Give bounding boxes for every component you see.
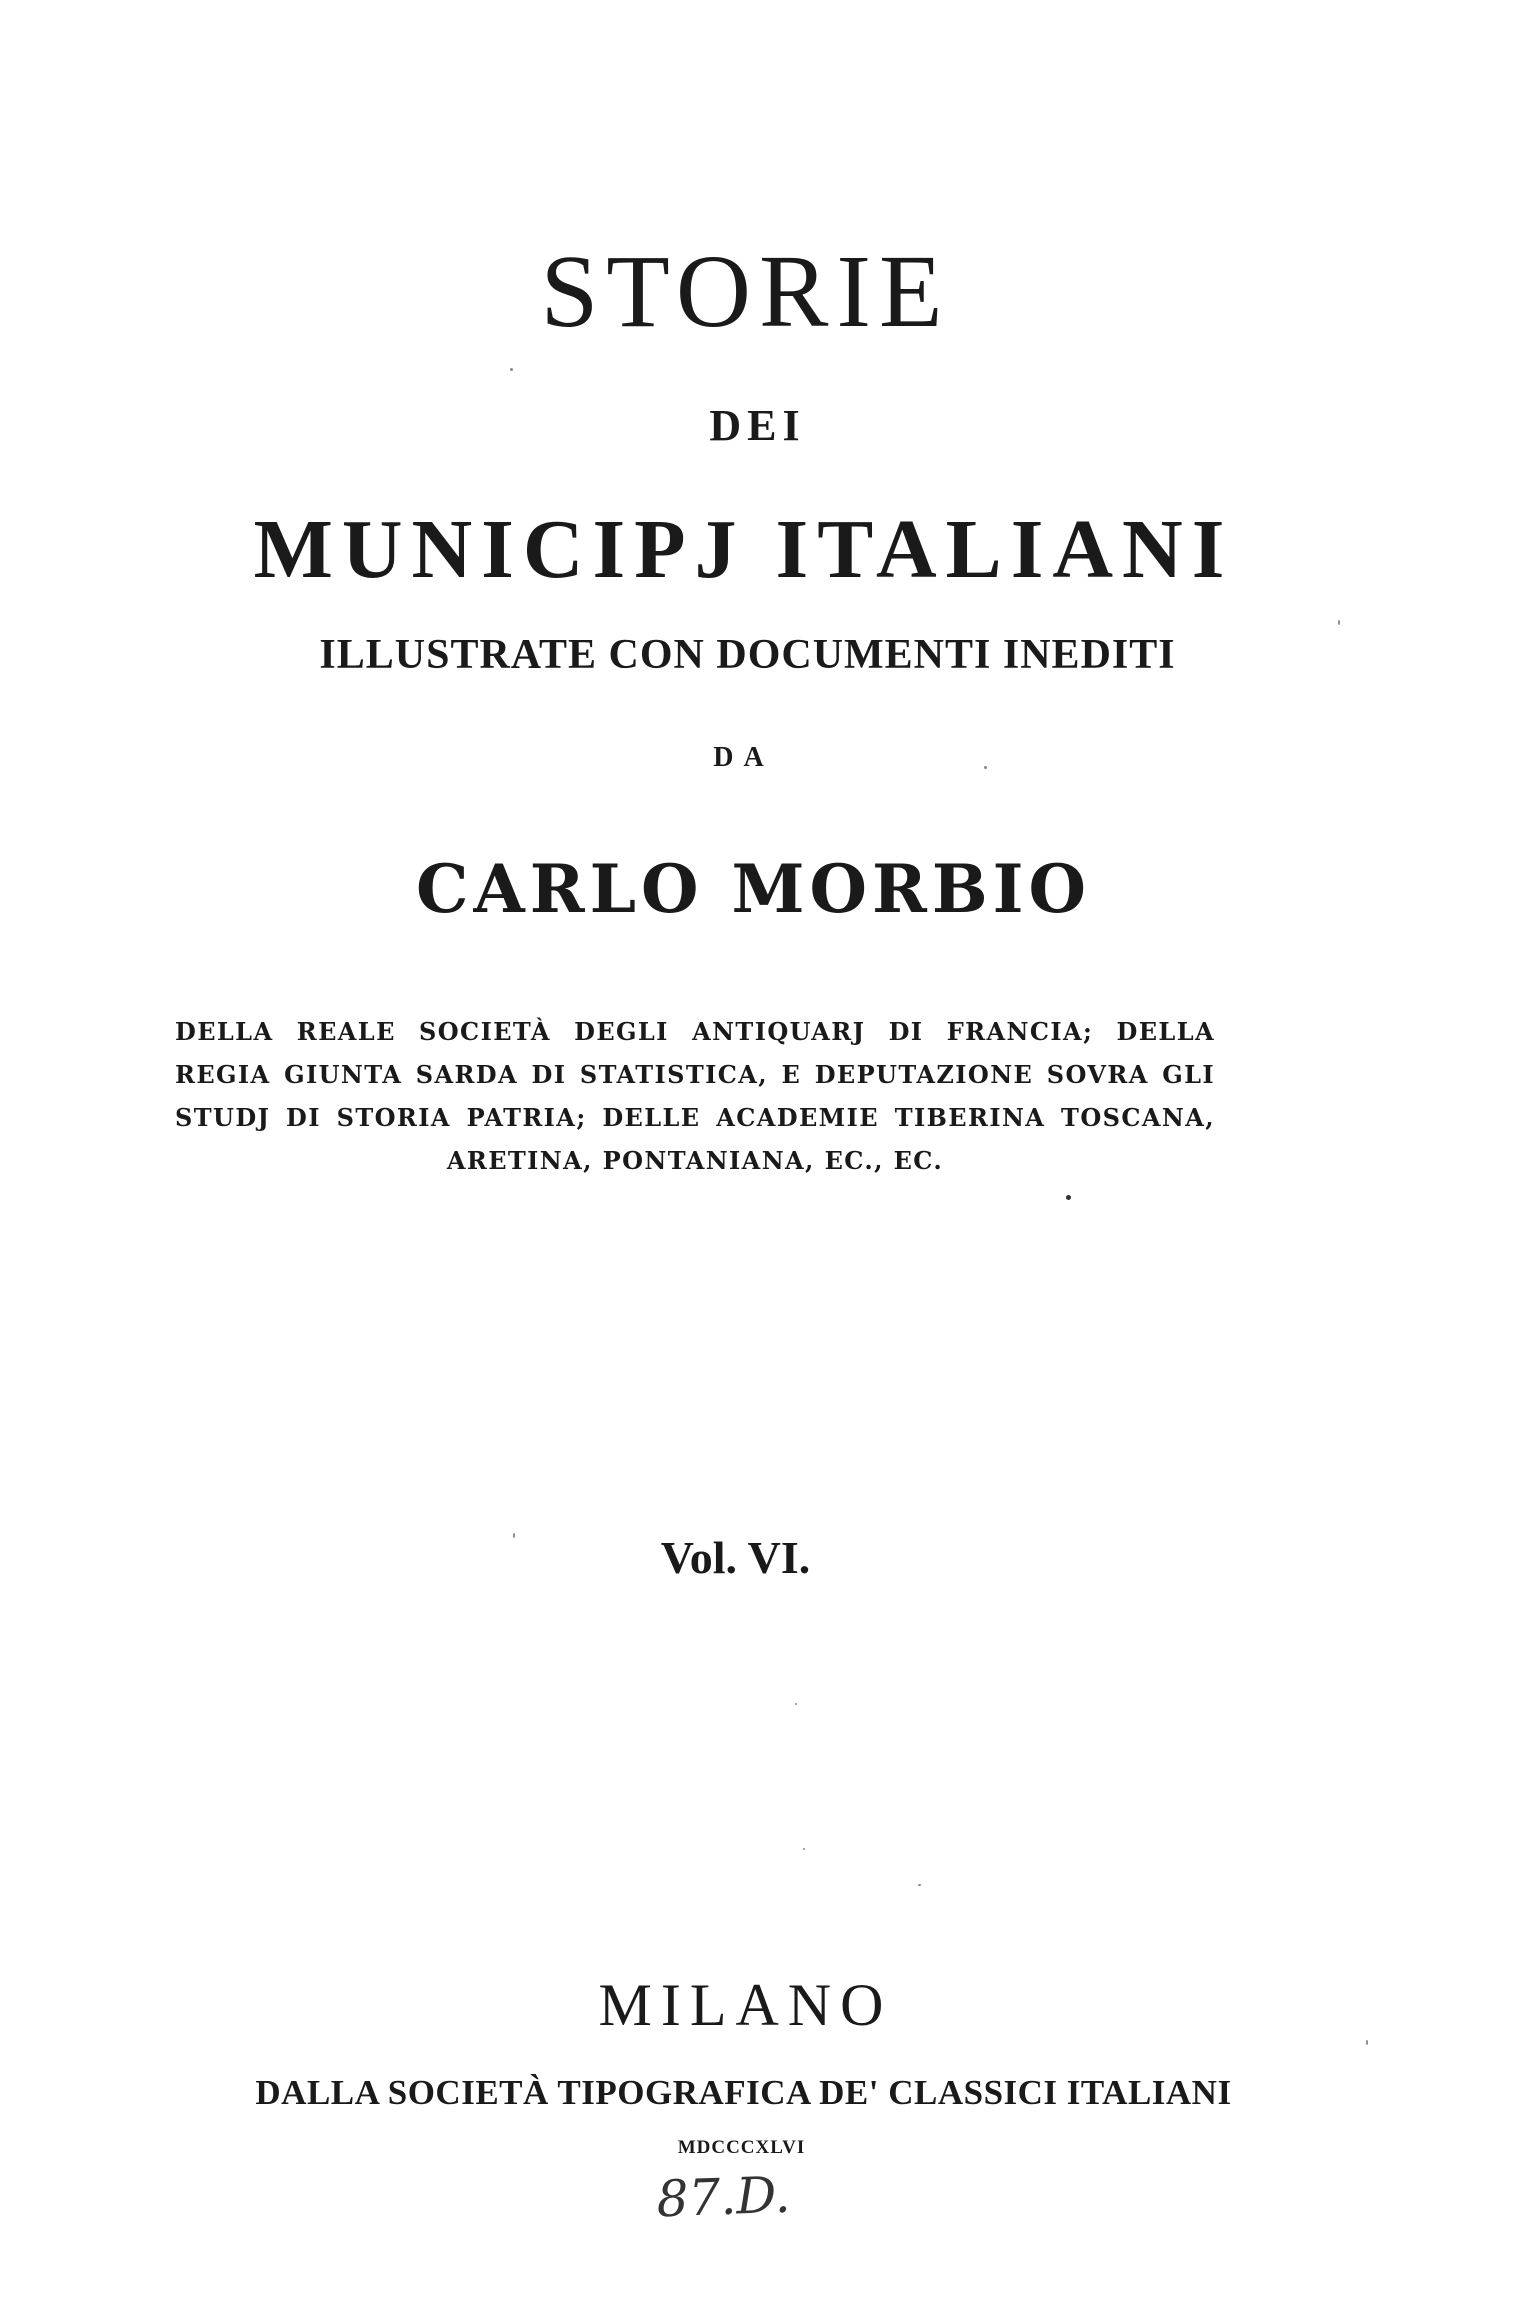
paper-speck <box>510 368 513 371</box>
author-prefix: DA <box>713 742 774 773</box>
paper-speck <box>795 1703 797 1705</box>
book-title: STORIE <box>540 234 951 349</box>
imprint-publisher: DALLA SOCIETÀ TIPOGRAFICA DE' CLASSICI ITALIANI <box>255 2073 1232 2112</box>
imprint-city: MILANO <box>598 1972 893 2038</box>
paper-speck <box>1338 620 1340 625</box>
handwritten-shelfmark: 87.D. <box>655 2165 792 2229</box>
paper-speck <box>513 1533 515 1538</box>
volume-number: Vol. VI. <box>660 1532 811 1583</box>
title-subject: MUNICIPJ ITALIANI <box>253 503 1234 596</box>
imprint-year: MDCCCXLVI <box>677 2137 806 2158</box>
paper-speck <box>803 1848 805 1850</box>
author-affiliations: DELLA REALE SOCIETÀ DEGLI ANTIQUARJ DI FRANCIA; DELLA REGIA GIUNTA SARDA DI STATISTICA, E DEPUTAZIONE SOVRA GLI STUDJ DI STORIA PATRIA; DELLE ACADEMIE TIBERINA TOSCANA, ARETINA, PONTANIANA, EC., EC. <box>175 1017 1215 1175</box>
paper-speck <box>918 1884 921 1886</box>
title-connector: DEI <box>709 401 806 450</box>
paper-speck <box>1066 1195 1071 1200</box>
paper-speck <box>984 766 987 769</box>
subtitle: ILLUSTRATE CON DOCUMENTI INEDITI <box>319 632 1176 678</box>
author-name: CARLO MORBIO <box>415 850 1091 928</box>
paper-speck <box>1366 2040 1368 2045</box>
